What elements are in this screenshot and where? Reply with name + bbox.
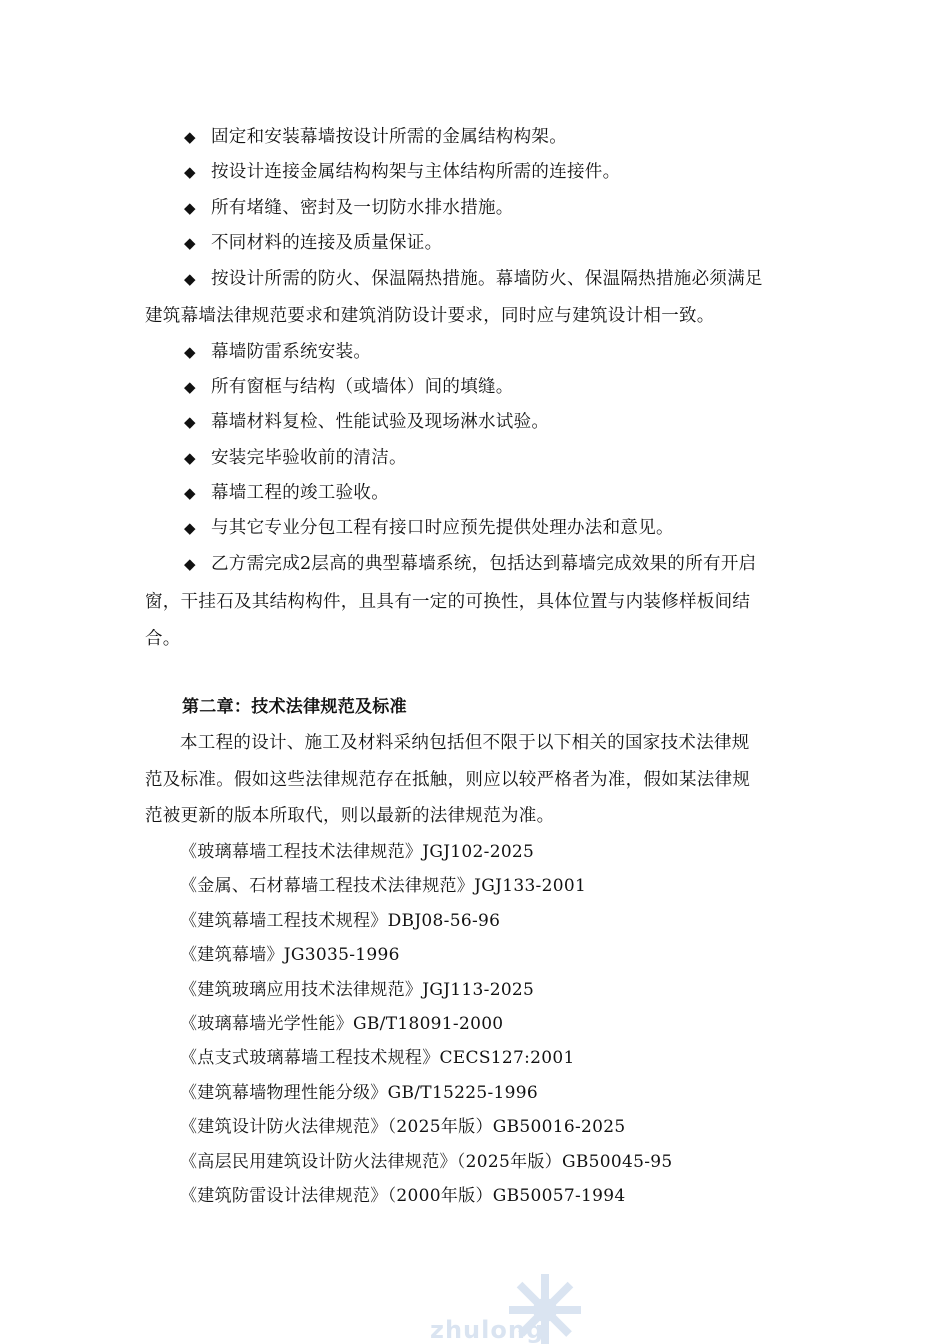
bullet-diamond-icon: ◆ [184,163,196,181]
standard-item: 《建筑幕墙》JG3035-1996 [180,945,400,965]
intro-line-2: 范及标准。假如这些法律规范存在抵触，则应以较严格者为准，假如某法律规 [145,770,751,790]
standard-item: 《建筑设计防火法律规范》（2025年版）GB50016-2025 [180,1117,626,1137]
standard-item: 《玻璃幕墙工程技术法律规范》JGJ102-2025 [180,842,535,862]
bullet-item-2: 按设计连接金属结构构架与主体结构所需的连接件。 [211,162,621,182]
bullet-item-12-end: 合。 [145,629,181,649]
watermark [300,1270,720,1344]
bullet-diamond-icon: ◆ [184,234,196,252]
bullet-item-12: 乙方需完成2层高的典型幕墙系统，包括达到幕墙完成效果的所有开启 [211,554,757,574]
bullet-item-10: 幕墙工程的竣工验收。 [211,483,389,503]
bullet-item-5-continued: 建筑幕墙法律规范要求和建筑消防设计要求，同时应与建筑设计相一致。 [145,306,715,326]
standard-item: 《高层民用建筑设计防火法律规范》（2025年版）GB50045-95 [180,1152,673,1172]
bullet-diamond-icon: ◆ [184,378,196,396]
bullet-item-6: 幕墙防雷系统安装。 [211,342,372,362]
bullet-diamond-icon: ◆ [184,128,196,146]
chapter-title: 第二章：技术法律规范及标准 [182,697,407,717]
intro-line-1: 本工程的设计、施工及材料采纳包括但不限于以下相关的国家技术法律规 [180,733,750,753]
standard-item: 《金属、石材幕墙工程技术法律规范》JGJ133-2001 [180,876,587,896]
bullet-item-3: 所有堵缝、密封及一切防水排水措施。 [211,198,514,218]
standard-item: 《建筑玻璃应用技术法律规范》JGJ113-2025 [180,980,535,1000]
watermark-text: zhulong [430,1316,545,1344]
bullet-diamond-icon: ◆ [184,270,196,288]
bullet-diamond-icon: ◆ [184,413,196,431]
standard-item: 《建筑幕墙物理性能分级》GB/T15225-1996 [180,1083,539,1103]
bullet-diamond-icon: ◆ [184,449,196,467]
bullet-item-4: 不同材料的连接及质量保证。 [211,233,443,253]
bullet-diamond-icon: ◆ [184,484,196,502]
standard-item: 《点支式玻璃幕墙工程技术规程》CECS127:2001 [180,1048,575,1068]
bullet-item-12-continued: 窗，干挂石及其结构构件，且具有一定的可换性，具体位置与内装修样板间结 [145,592,751,612]
bullet-item-7: 所有窗框与结构（或墙体）间的填缝。 [211,377,514,397]
intro-line-3: 范被更新的版本所取代，则以最新的法律规范为准。 [145,806,555,826]
bullet-item-1: 固定和安装幕墙按设计所需的金属结构构架。 [211,127,567,147]
standard-item: 《建筑防雷设计法律规范》（2000年版）GB50057-1994 [180,1186,626,1206]
bullet-item-8: 幕墙材料复检、性能试验及现场淋水试验。 [211,412,550,432]
bullet-item-11: 与其它专业分包工程有接口时应预先提供处理办法和意见。 [211,518,674,538]
standard-item: 《建筑幕墙工程技术规程》DBJ08-56-96 [180,911,501,931]
bullet-diamond-icon: ◆ [184,343,196,361]
bullet-diamond-icon: ◆ [184,519,196,537]
bullet-diamond-icon: ◆ [184,555,196,573]
bullet-diamond-icon: ◆ [184,199,196,217]
standard-item: 《玻璃幕墙光学性能》GB/T18091-2000 [180,1014,504,1034]
bullet-item-9: 安装完毕验收前的清洁。 [211,448,407,468]
bullet-item-5: 按设计所需的防火、保温隔热措施。幕墙防火、保温隔热措施必须满足 [211,269,763,289]
